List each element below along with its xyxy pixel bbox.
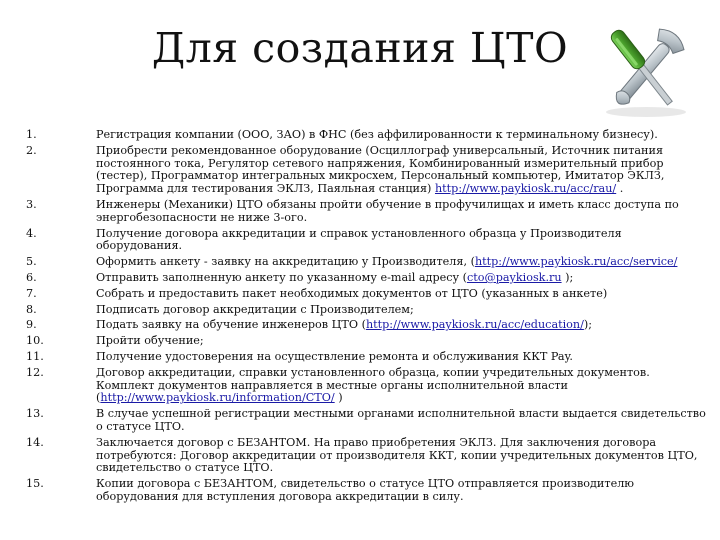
item-text-part: Получение удостоверения на осуществление ремонта и обслуживания ККТ Pay. [96, 349, 573, 363]
item-text [96, 335, 706, 348]
item-number: 13. [26, 407, 44, 421]
item-number: 1. [26, 128, 37, 141]
item-text-part: Копии договора с БЕЗАНТОМ, свидетельство о статусе ЦТО отправляется производителю оборудования для вступления договора аккредитации в силу. [96, 477, 635, 503]
item-text [96, 478, 706, 504]
item-number: 4. [26, 226, 37, 240]
list-item [26, 304, 706, 317]
item-text-part: Собрать и предоставить пакет необходимых документов от ЦТО (указанных в анкете) [96, 286, 608, 300]
list-item [26, 351, 706, 364]
item-text [96, 199, 706, 225]
item-number: 7. [26, 286, 37, 300]
list-item [26, 367, 706, 405]
item-number: 14. [26, 435, 44, 449]
item-text-part: В случае успешной регистрации местными органами исполнительной власти выдается свидетельство о статусе ЦТО. [96, 407, 706, 433]
item-link[interactable]: http://www.paykiosk.ru/information/CTO/ [100, 391, 335, 405]
item-text-part: Оформить анкету - заявку на аккредитацию у Производителя, ( [96, 255, 475, 269]
list-item [26, 437, 706, 475]
list-item [26, 478, 706, 504]
item-text-part: Получение договора аккредитации и справок установленного образца у Производителя оборудования. [96, 226, 622, 253]
item-text-part: Подать заявку на обучение инженеров ЦТО ( [96, 318, 366, 332]
item-text [96, 288, 706, 301]
steps-list [26, 129, 706, 507]
list-item [26, 228, 706, 254]
item-number: 2. [26, 143, 37, 157]
list-item [26, 335, 706, 348]
item-text-part: Регистрация компании (ООО, ЗАО) в ФНС (без аффилированности к терминальному бизнесу). [96, 128, 658, 141]
item-text-part: Пройти обучение; [96, 334, 204, 348]
list-item [26, 272, 706, 285]
list-item [26, 256, 706, 269]
item-text [96, 437, 706, 475]
item-text [96, 228, 706, 254]
item-text-part: ) [334, 391, 343, 405]
item-text [96, 319, 706, 332]
list-item [26, 145, 706, 196]
item-number: 12. [26, 365, 44, 379]
item-text-part: . [616, 182, 624, 196]
item-text [96, 256, 706, 269]
screwdriver-wrench-icon [586, 20, 706, 120]
item-number: 6. [26, 270, 37, 284]
item-text-part: Приобрести рекомендованное оборудование (Осциллограф универсальный, Источник питания постоянного тока, Регулятор сетевого напряжения, Комбинированный измерительный прибор (тестер), Программатор интегральных микросхем, Персональный компьютер, Имитатор ЭКЛЗ, Программа для тестирования ЭКЛЗ, Паяльная станция) [96, 143, 665, 196]
item-text-part: Договор аккредитации, справки установленного образца, копии учредительных документов. Комплект документов направляется в местные органы исполнительной власти ( [96, 365, 650, 405]
item-number: 15. [26, 477, 44, 491]
item-text [96, 145, 706, 196]
item-text-part: Подписать договор аккредитации с Производителем; [96, 302, 414, 316]
item-text-part: Заключается договор с БЕЗАНТОМ. На право приобретения ЭКЛЗ. Для заключения договора потребуются: Договор аккредитации от производителя ККТ, копии учредительных документов ЦТО, свидетельство о статусе ЦТО. [96, 435, 698, 475]
item-link[interactable]: http://www.paykiosk.ru/acc/education/ [365, 318, 584, 332]
item-text [96, 129, 706, 142]
list-item [26, 408, 706, 434]
item-link[interactable]: cto@paykiosk.ru [467, 270, 562, 284]
item-text [96, 351, 706, 364]
item-text [96, 408, 706, 434]
list-item [26, 288, 706, 301]
item-text [96, 367, 706, 405]
item-text-part: ); [561, 270, 574, 284]
list-item [26, 129, 706, 142]
item-number: 3. [26, 197, 37, 211]
item-link[interactable]: http://www.paykiosk.ru/acc/rau/ [434, 182, 617, 196]
item-link[interactable]: http://www.paykiosk.ru/acc/service/ [474, 255, 678, 269]
list-item [26, 199, 706, 225]
item-text [96, 272, 706, 285]
slide-title: Для создания ЦТО [151, 24, 569, 72]
item-number: 9. [26, 318, 37, 332]
item-text-part: Инженеры (Механики) ЦТО обязаны пройти обучение в профучилищах и иметь класс доступа по энергобезопасности не ниже 3-ого. [96, 197, 679, 224]
item-number: 10. [26, 334, 44, 348]
item-text-part: ); [583, 318, 593, 332]
item-text [96, 304, 706, 317]
item-number: 11. [26, 349, 44, 363]
item-text-part: Отправить заполненную анкету по указанному e-mail адресу ( [96, 270, 468, 284]
list-item [26, 319, 706, 332]
item-number: 8. [26, 302, 37, 316]
item-number: 5. [26, 255, 37, 269]
